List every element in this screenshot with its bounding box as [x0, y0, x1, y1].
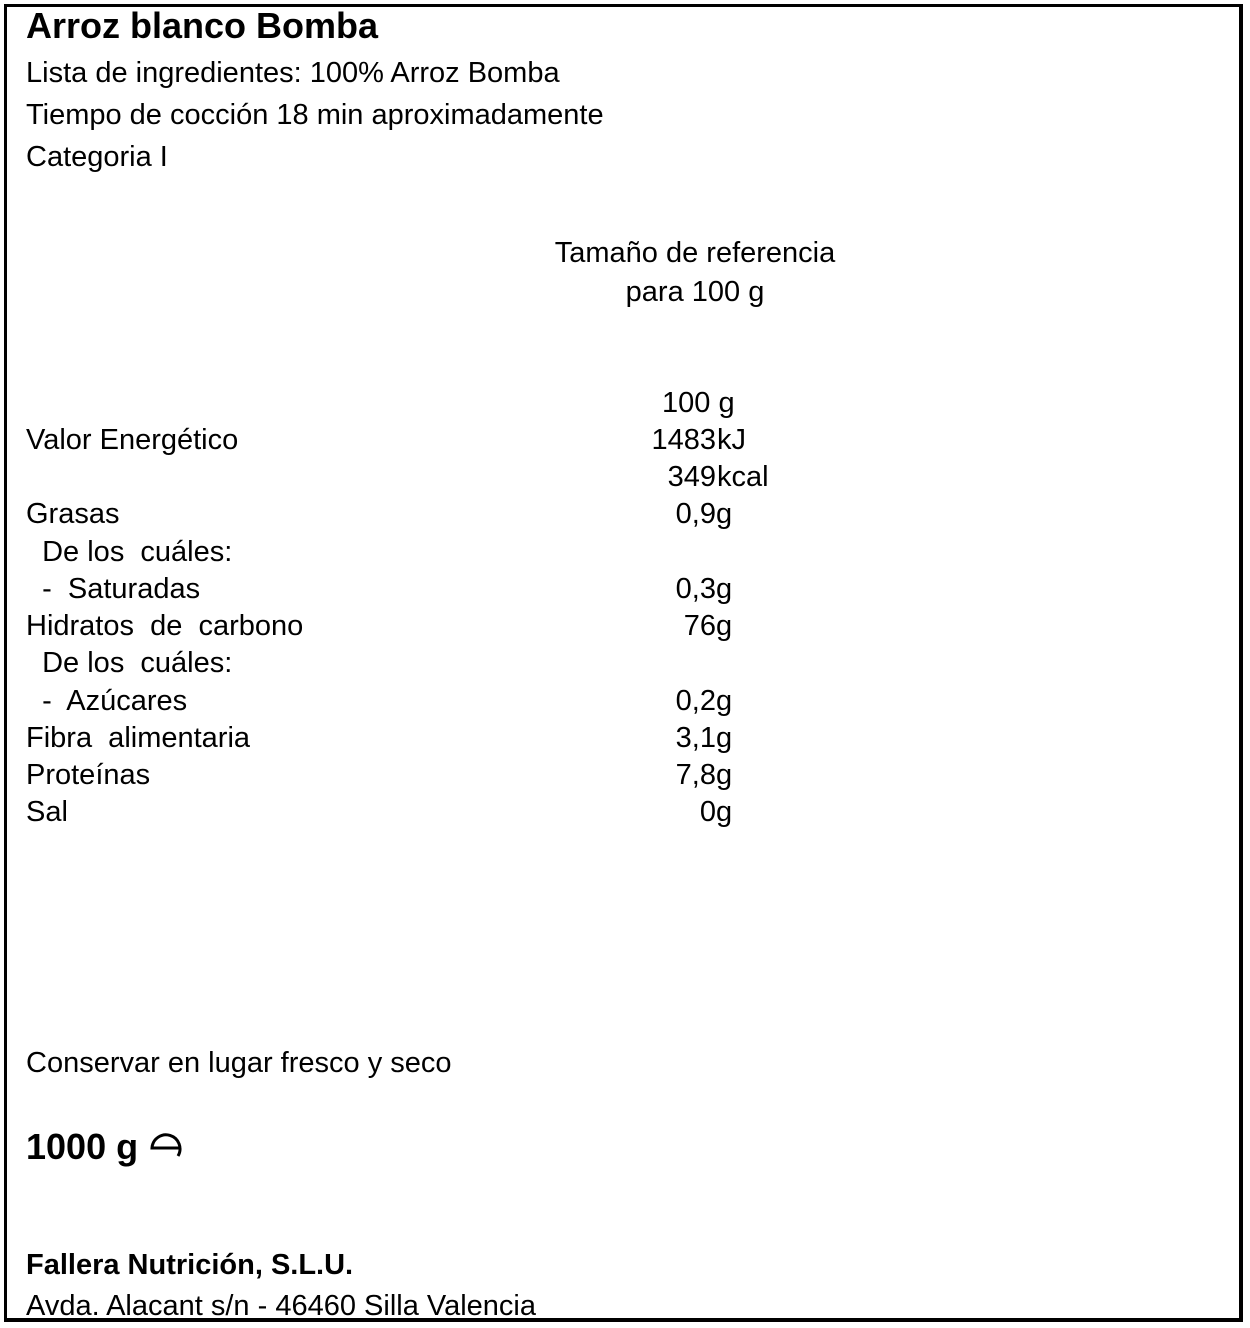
- nutrition-row-unit: g: [716, 759, 733, 791]
- nutrition-row-label: - Azúcares: [26, 685, 188, 717]
- nutrition-row-unit: g: [716, 573, 733, 605]
- nutrition-row-value: 0,2: [675, 685, 716, 717]
- storage-instructions: Conservar en lugar fresco y seco: [26, 1047, 452, 1079]
- product-title: Arroz blanco Bomba: [26, 5, 379, 46]
- nutrition-row-label: De los cuáles:: [26, 536, 233, 568]
- nutrition-row-label: Sal: [26, 796, 68, 828]
- nutrition-row-value: 1483: [651, 424, 716, 456]
- ingredients-list: Lista de ingredientes: 100% Arroz Bomba: [26, 57, 560, 89]
- nutrition-row-label: - Saturadas: [26, 573, 201, 605]
- nutrition-row-unit: kJ: [717, 424, 746, 456]
- nutrition-row-value: 0: [699, 796, 716, 828]
- nutrition-row-value: 3,1: [675, 722, 716, 754]
- reference-size-line2: para 100 g: [625, 276, 765, 308]
- nutrition-row-label: Valor Energético: [26, 424, 239, 456]
- nutrition-row-label: De los cuáles:: [26, 647, 233, 679]
- cooking-time: Tiempo de cocción 18 min aproximadamente: [26, 99, 604, 131]
- nutrition-row-unit: g: [716, 796, 733, 828]
- nutrition-row-unit: g: [716, 722, 733, 754]
- nutrition-row-unit: g: [716, 610, 733, 642]
- estimated-sign-icon: [148, 1126, 184, 1166]
- nutrition-column-header: 100 g: [662, 387, 735, 419]
- nutrition-row-value: 0,9: [675, 498, 716, 530]
- nutrition-row-value: 76: [683, 610, 716, 642]
- company-name: Fallera Nutrición, S.L.U.: [26, 1249, 354, 1281]
- product-category: Categoria I: [26, 141, 168, 173]
- nutrition-row-unit: kcal: [717, 461, 769, 493]
- nutrition-row-value: 349: [667, 461, 716, 493]
- nutrition-row-value: 7,8: [675, 759, 716, 791]
- nutrition-row-unit: g: [716, 685, 733, 717]
- nutrition-row-unit: g: [716, 498, 733, 530]
- net-weight: 1000 g: [26, 1126, 139, 1167]
- company-address: Avda. Alacant s/n - 46460 Silla Valencia: [26, 1290, 536, 1322]
- nutrition-row-value: 0,3: [675, 573, 716, 605]
- nutrition-row-label: Grasas: [26, 498, 120, 530]
- reference-size-line1: Tamaño de referencia: [554, 237, 836, 269]
- nutrition-row-label: Fibra alimentaria: [26, 722, 251, 754]
- nutrition-row-label: Hidratos de carbono: [26, 610, 304, 642]
- nutrition-row-label: Proteínas: [26, 759, 151, 791]
